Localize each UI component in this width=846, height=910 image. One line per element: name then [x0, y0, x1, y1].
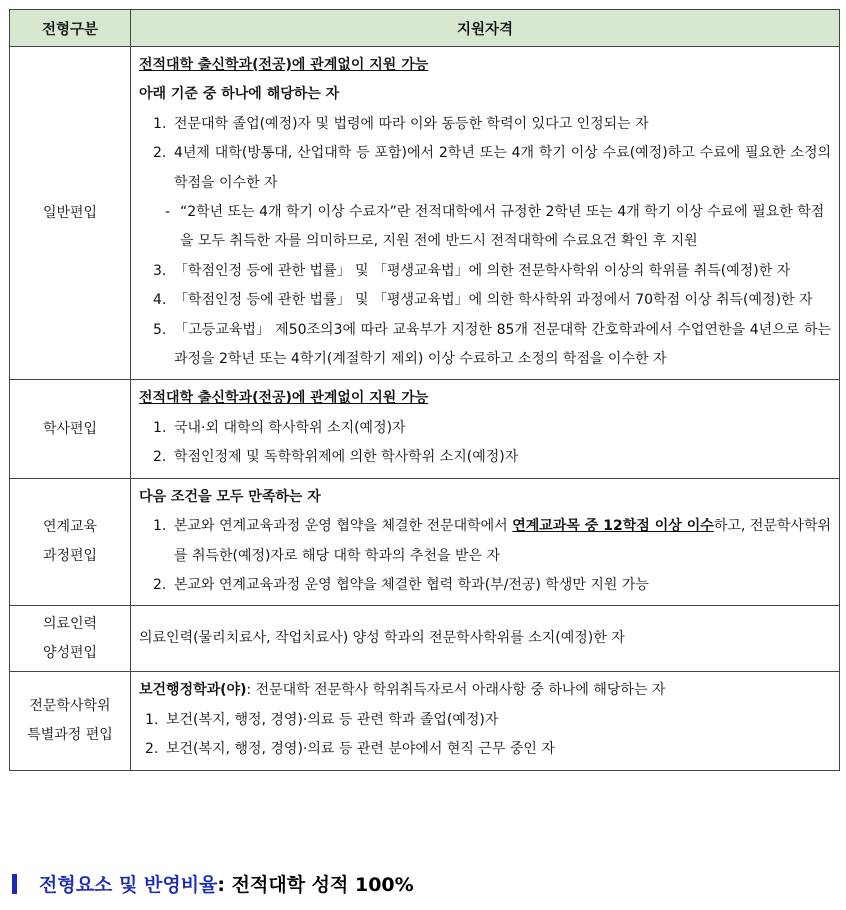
item-text: 보건(복지, 행정, 경영)·의료 등 관련 학과 졸업(예정)자 [166, 711, 499, 728]
item-text-pre: 본교와 연계교육과정 운영 협약을 체결한 전문대학에서 [174, 518, 513, 535]
category-special-line1: 전문학사학위 [29, 697, 111, 714]
table-row-medical [10, 606, 840, 672]
eligibility-special [131, 672, 840, 770]
category-special-line2: 특별과정 편입 [27, 726, 113, 743]
special-head [139, 676, 831, 705]
general-list [139, 110, 831, 375]
table-row-special [10, 672, 840, 770]
item-number: 2. [153, 449, 167, 466]
note-dash: - [165, 204, 171, 221]
header-category: 전형구분 [10, 10, 131, 47]
note-text: “2학년 또는 4개 학기 이상 수료자”란 전적대학에서 규정한 2학년 또는 4개 학기 이상 수료에 필요한 학점을 모두 취득한 자를 의미하므로, 지원 전에 반드시 전적대학에 수료요건 확인 후 지원 [180, 204, 825, 250]
eligibility-general [131, 47, 840, 380]
item-text: 「학점인정 등에 관한 법률」 및 「평생교육법」에 의한 전문학사학위 이상의 학위를 취득(예정)한 자 [174, 262, 791, 279]
general-head-2: 아래 기준 중 하나에 해당하는 자 [139, 86, 340, 103]
item-number: 2. [153, 576, 167, 593]
category-medical-line2: 양성편입 [42, 644, 98, 661]
general-head-1: 전적대학 출신학과(전공)에 관계없이 지원 가능 [139, 57, 429, 73]
linked-list [139, 512, 831, 600]
bachelor-list [139, 414, 831, 473]
category-medical-line1: 의료인력 [42, 615, 98, 632]
item-number: 1. [153, 115, 167, 132]
category-bachelor: 학사편입 [10, 380, 131, 478]
special-head-rest: : 전문대학 전문학사 학위취득자로서 아래사항 중 하나에 해당하는 자 [246, 682, 666, 699]
eligibility-medical [131, 606, 840, 672]
section-marker-icon [12, 874, 17, 894]
admission-eligibility-table [9, 9, 840, 771]
item-number: 3. [153, 262, 167, 279]
item-number: 2. [153, 145, 167, 162]
header-eligibility: 지원자격 [131, 10, 840, 47]
list-item [139, 110, 831, 139]
medical-text: 의료인력(물리치료사, 작업치료사) 양성 학과의 전문학사학위를 소지(예정)한 자 [139, 629, 625, 646]
category-linked [10, 478, 131, 606]
special-head-bold: 보건행정학과(야) [139, 682, 247, 699]
list-item [139, 571, 831, 600]
eligibility-linked [131, 478, 840, 606]
footer-label: 전형요소 및 반영비율 [39, 874, 218, 896]
item-number: 2. [145, 741, 159, 758]
list-item [139, 512, 831, 571]
list-item [139, 257, 831, 286]
list-item [139, 706, 831, 735]
category-medical [10, 606, 131, 672]
list-item [139, 316, 831, 375]
table-row-linked [10, 478, 840, 606]
item-text: 「고등교육법」 제50조의3에 따라 교육부가 지정한 85개 전문대학 간호학과에서 수업연한을 4년으로 하는 과정을 2학년 또는 4학기(계절학기 제외) 이상 수료하고 소정의 학점을 이수한 자 [174, 321, 831, 368]
special-list [139, 706, 831, 765]
bachelor-head: 전적대학 출신학과(전공)에 관계없이 지원 가능 [139, 390, 429, 407]
item-text [174, 512, 831, 571]
item-text: 본교와 연계교육과정 운영 협약을 체결한 협력 학과(부/전공) 학생만 지원 가능 [174, 576, 649, 593]
general-note [139, 198, 831, 257]
category-linked-line1: 연계교육 [42, 519, 98, 535]
item-number: 1. [153, 419, 167, 436]
item-number: 5. [153, 321, 167, 338]
item-text: 보건(복지, 행정, 경영)·의료 등 관련 분야에서 현직 근무 중인 자 [166, 741, 555, 758]
list-item [139, 443, 831, 472]
selection-criteria-footer [12, 872, 414, 898]
linked-head: 다음 조건을 모두 만족하는 자 [139, 488, 321, 505]
table-row-bachelor [10, 380, 840, 478]
item-number: 1. [145, 711, 159, 728]
category-special [10, 672, 131, 770]
item-text: 전문대학 졸업(예정)자 및 법령에 따라 이와 동등한 학력이 있다고 인정되는 자 [174, 115, 649, 132]
category-linked-line2: 과정편입 [42, 548, 98, 564]
item-text-post: 하고, 전문학사학위를 취득한(예정)자로 해당 대학 학과의 추천을 받은 자 [174, 518, 831, 564]
item-text: 4년제 대학(방통대, 산업대학 등 포함)에서 2학년 또는 4개 학기 이상 수료(예정)하고 수료에 필요한 소정의 학점을 이수한 자 [174, 145, 831, 191]
list-item [139, 139, 831, 198]
list-item [139, 286, 831, 315]
category-general: 일반편입 [10, 47, 131, 380]
item-text-emphasis: 연계교과목 중 12학점 이상 이수 [512, 518, 714, 535]
table-header-row [10, 10, 840, 47]
item-text: 학점인정제 및 독학학위제에 의한 학사학위 소지(예정)자 [174, 449, 519, 466]
item-text: 국내·외 대학의 학사학위 소지(예정)자 [174, 419, 406, 436]
list-item [139, 414, 831, 443]
item-number: 4. [153, 292, 167, 309]
eligibility-bachelor [131, 380, 840, 478]
table-row-general [10, 47, 840, 380]
item-number: 1. [153, 518, 167, 535]
footer-value: : 전적대학 성적 100% [217, 874, 414, 896]
list-item [139, 735, 831, 764]
item-text: 「학점인정 등에 관한 법률」 및 「평생교육법」에 의한 학사학위 과정에서 70학점 이상 취득(예정)한 자 [174, 292, 813, 309]
